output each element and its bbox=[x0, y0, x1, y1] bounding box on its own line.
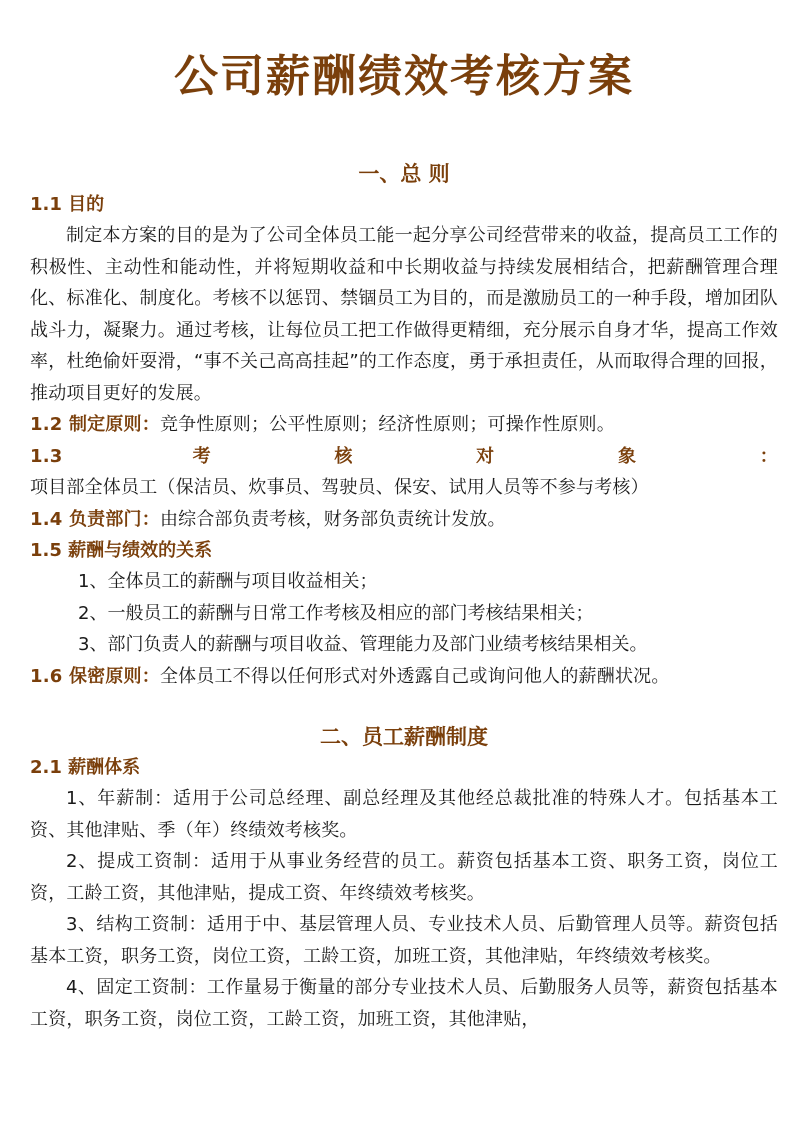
list-item: 2、一般员工的薪酬与日常工作考核及相应的部门考核结果相关； bbox=[78, 602, 594, 624]
clause-1-3-text: 项目部全体员工（保洁员、炊事员、驾驶员、保安、试用人员等不参与考核） bbox=[30, 477, 649, 498]
salary-type-paragraph: 4、固定工资制：工作量易于衡量的部分专业技术人员、后勤服务人员等，薪资包括基本工资，职务工资，岗位工资，工龄工资，加班工资，其他津贴， bbox=[30, 977, 778, 1030]
salary-type-paragraph: 2、提成工资制：适用于从事业务经营的员工。薪资包括基本工资、职务工资，岗位工资，工龄工资，其他津贴，提成工资、年终绩效考核奖。 bbox=[30, 851, 778, 904]
document-title: 公司薪酬绩效考核方案 bbox=[174, 51, 634, 102]
clause-1-4-text: 由综合部负责考核，财务部负责统计发放。 bbox=[159, 508, 506, 530]
clause-1-6 bbox=[30, 661, 778, 693]
clause-1-6-label: 1.6 保密原则： bbox=[30, 665, 160, 687]
section-1-heading: 一、总 则 bbox=[358, 162, 450, 186]
clause-1-2 bbox=[30, 409, 778, 441]
salary-type-paragraph: 1、年薪制：适用于公司总经理、副总经理及其他经总裁批准的特殊人才。包括基本工资、其他津贴、季（年）终绩效考核奖。 bbox=[30, 788, 778, 841]
list-item: 3、部门负责人的薪酬与项目收益、管理能力及部门业绩考核结果相关。 bbox=[78, 634, 648, 655]
heading-1-5: 1.5 薪酬与绩效的关系 bbox=[30, 540, 213, 561]
section-2-heading: 二、员工薪酬制度 bbox=[320, 725, 488, 749]
heading-1-1: 1.1 目的 bbox=[30, 194, 105, 215]
list-item: 1、全体员工的薪酬与项目收益相关； bbox=[78, 571, 378, 592]
clause-1-6-text: 全体员工不得以任何形式对外透露自己或询问他人的薪酬状况。 bbox=[159, 665, 670, 687]
clause-1-4 bbox=[30, 504, 778, 536]
heading-2-1: 2.1 薪酬体系 bbox=[30, 757, 141, 778]
clause-1-3 bbox=[30, 441, 778, 504]
salary-type-paragraph: 3、结构工资制：适用于中、基层管理人员、专业技术人员、后勤管理人员等。薪资包括基本工资，职务工资，岗位工资，工龄工资，加班工资，其他津贴，年终绩效考核奖。 bbox=[30, 914, 778, 967]
clause-1-2-label: 1.2 制定原则： bbox=[30, 414, 160, 435]
clause-1-2-text: 竞争性原则；公平性原则；经济性原则；可操作性原则。 bbox=[159, 414, 615, 435]
paragraph-1-1: 制定本方案的目的是为了公司全体员工能一起分享公司经营带来的收益，提高员工工作的积极性、主动性和能动性，并将短期收益和中长期收益与持续发展相结合，把薪酬管理合理化、标准化、制度化。考核不以惩罚、禁锢员工为目的，而是激励员工的一种手段，增加团队战斗力，凝聚力。通过考核，让每位员工把工作做得更精细，充分展示自身才华，提高工作效率，杜绝偷奸耍滑，“事不关己高高挂起”的工作态度，勇于承担责任，从而取得合理的回报，推动项目更好的发展。 bbox=[30, 225, 778, 404]
clause-1-3-label: 1.3 考核对象： bbox=[30, 445, 778, 467]
clause-1-4-label: 1.4 负责部门： bbox=[30, 508, 160, 530]
